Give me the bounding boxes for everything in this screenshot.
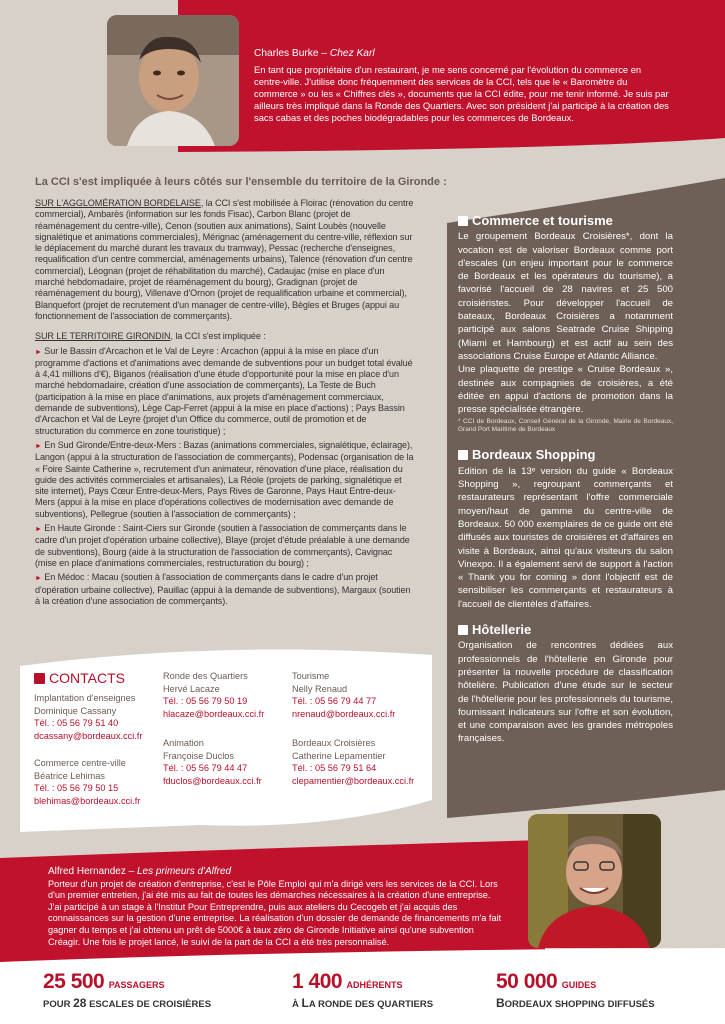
stat-number: 50 000 bbox=[496, 970, 558, 993]
stat-members bbox=[292, 970, 433, 1010]
tourisme-text-2: Une plaquette de prestige « Cruise Bordeaux », destinée aux compagnies de croisières, a été éditée en appui d'actions de promotion dans la presse spécialisée étrangère. bbox=[458, 364, 673, 416]
list-item: ► En Sud Gironde/Entre-deux-Mers : Bazas (animations commerciales, signalétique, éclairage), Langon (appui à la structuration de l'association de commerçants), Podensac (organisation de la « Foire Sainte Catherine », recrutement d'un animateur, rénovation d'une place, réalisation du guide des activités commerciales et artisanales), La Réole (projets de parking, signalétique et site internet), Pays Cœur Entre-deux-Mers, Pays Rives de Garonne, Pays Haut Entre-deux-Mers (appui à la mise en place d'opérations collectives de modernisation avec demande de subventions), Pellegrue (soutien à l'association de commerçants) ; bbox=[35, 439, 414, 519]
contact-card: Implantation d'enseignes Dominique Cassany Tél. : 05 56 79 51 40 dcassany@bordeaux.cci.fr bbox=[34, 693, 143, 741]
phone-number: Tél. : 05 56 79 51 40 bbox=[34, 718, 119, 729]
arrow-icon: ► bbox=[35, 526, 42, 534]
phone-number: Tél. : 05 56 79 51 64 bbox=[292, 763, 377, 774]
agglo-paragraph bbox=[35, 198, 415, 322]
contacts-title: CONTACTS bbox=[34, 670, 125, 686]
stat-passengers bbox=[43, 970, 211, 1010]
phone-number: Tél. : 05 56 79 50 19 bbox=[163, 696, 248, 707]
stat-caption: BORDEAUX SHOPPING DIFFUSÉS bbox=[496, 996, 655, 1010]
list-item: ► En Médoc : Macau (soutien à l'association de commerçants dans le cadre d'un projet d'opération urbaine collective), Pauillac (appui à la demande de subventions), Margaux (soutien à la création d'une association de commerçants). bbox=[35, 572, 411, 606]
phone-number: Tél. : 05 56 79 50 15 bbox=[34, 783, 119, 794]
testimonial-text: Porteur d'un projet de création d'entreprise, c'est le Pôle Emploi qui m'a dirigé vers les services de la CCI. Lors d'un premier entretien, j'ai été mis au fait de toutes les démarches nécessaires à la création d'une entreprise. J'ai participé à un stage à l'Institut Pour Entreprendre, puis aux ateliers du Cecogeb et j'ai acquis des connaissances sur la gestion d'une entreprise. La réalisation d'un dossier de demande de financements m'a fait gagner du temps et j'ai obtenu un prêt de 5000€ à taux zéro de Gironde Initiative ainsi qu'une subvention Créagir. Une fois le projet lancé, le suivi de la part de la CCI a été très personnalisé. bbox=[48, 878, 502, 947]
stat-guides bbox=[496, 970, 655, 1010]
contacts-box bbox=[28, 668, 428, 828]
tourisme-text: Le groupement Bordeaux Croisières*, dont la vocation est de valoriser Bordeaux comme port d'escales (un enjeu important pour le commerce de Bordeaux et les opérateurs du tourisme), a favorisé l'accueil de 28 navires et 25 500 croisiéristes. Pour développer l'accueil de bateaux, Bordeaux Croisières a notamment participé aux salons Seatrade Cruise Shipping (Miami et Hambourg) et est actif au sein des associations Cruise Europe et Atlantic Alliance. bbox=[458, 231, 673, 362]
tourisme-footnote: * CCI de Bordeaux, Conseil Général de la Gironde, Mairie de Bordeaux, Grand Port Maritime de Bordeaux bbox=[458, 418, 673, 434]
contact-card: Bordeaux Croisières Catherine Lepamentier Tél. : 05 56 79 51 64 clepamentier@bordeaux.cci.fr bbox=[292, 738, 415, 786]
square-icon bbox=[458, 625, 468, 635]
contact-card: Commerce centre-ville Béatrice Lehimas Tél. : 05 56 79 50 15 blehimas@bordeaux.cci.fr bbox=[34, 758, 141, 806]
email-link[interactable]: hlacaze@bordeaux.cci.fr bbox=[163, 708, 265, 719]
shopping-text: Edition de la 13ᵉ version du guide « Bordeaux Shopping », regroupant commerçants et restaurateurs représentant l'offre commerciale moyen/haut de gamme du centre-ville de Bordeaux. 50 000 exemplaires de ce guide ont été diffusés aux touristes de croisières et d'affaires en visite à Bordeaux, ainsi qu'aux visiteurs du salon Vinexpo. Il a également servi de support à l'action « Thank you for coming » dont l'objectif est de sensibiliser les commerçants et restaurateurs à l'accueil de clientèles d'affaires. bbox=[458, 465, 673, 610]
square-icon bbox=[458, 216, 468, 226]
bottom-testimonial bbox=[48, 866, 503, 948]
section-heading: La CCI s'est impliquée à leurs côtés sur l'ensemble du territoire de la Gironde : bbox=[35, 176, 447, 188]
email-link[interactable]: fduclos@bordeaux.cci.fr bbox=[163, 775, 262, 786]
girondin-label: SUR LE TERRITOIRE GIRONDIN bbox=[35, 331, 171, 342]
arrow-icon: ► bbox=[35, 348, 42, 356]
contact-card: Ronde des Quartiers Hervé Lacaze Tél. : 05 56 79 50 19 hlacaze@bordeaux.cci.fr bbox=[163, 671, 265, 719]
square-icon bbox=[34, 673, 45, 684]
testimonial-name: Alfred Hernandez – bbox=[48, 866, 137, 877]
email-link[interactable]: blehimas@bordeaux.cci.fr bbox=[34, 795, 141, 806]
hotel-title: Hôtellerie bbox=[458, 623, 673, 636]
contact-card: Tourisme Nelly Renaud Tél. : 05 56 79 44 77 nrenaud@bordeaux.cci.fr bbox=[292, 671, 396, 719]
email-link[interactable]: clepamentier@bordeaux.cci.fr bbox=[292, 775, 415, 786]
email-link[interactable]: nrenaud@bordeaux.cci.fr bbox=[292, 708, 396, 719]
stat-unit: ADHÉRENTS bbox=[346, 980, 403, 990]
testimonial-text: En tant que propriétaire d'un restaurant, je me sens concerné par l'évolution du commerce en centre-ville. J'utilise donc fréquemment des services de la CCI, tels que le « Baromètre du commerce » ou les « Chiffres clés », documents que la CCI édite, pour me tenir informé. Je suis par ailleurs très impliqué dans la Ronde des Quartiers. Avec son président j'ai participé à la création des sacs cabas et des poches biodégradables pour les commerces de Bordeaux. bbox=[254, 64, 669, 123]
arrow-icon: ► bbox=[35, 442, 42, 450]
phone-number: Tél. : 05 56 79 44 47 bbox=[163, 763, 248, 774]
girondin-text: , la CCI s'est impliquée : bbox=[170, 331, 266, 342]
stat-unit: PASSAGERS bbox=[108, 980, 165, 990]
stat-caption: POUR 28 ESCALES DE CROISIÈRES bbox=[43, 996, 212, 1010]
stat-unit: GUIDES bbox=[561, 980, 597, 990]
email-link[interactable]: dcassany@bordeaux.cci.fr bbox=[34, 730, 143, 741]
list-item: ► Sur le Bassin d'Arcachon et le Val de Leyre : Arcachon (appui à la mise en place d'un programme d'actions et d'animations avec demande de subventions pour un budget total évalué à 4,41 millions d'€), Biganos (réalisation d'une étude d'opportunité pour la mise en place d'un marché hebdomadaire, création d'une association de commerçants), La Teste de Buch (participation à la mise en place d'animations, aux projets d'aménagement commerciaux, demande de subventions), Lège Cap-Ferret (appui à la mise en place d'actions) ; Pays Bassin d'Arcachon et Val de Leyre (projet d'un Office du commerce, outil de promotion et de structuration du commerce en zone touristique) ; bbox=[35, 345, 413, 436]
contact-card: Animation Françoise Duclos Tél. : 05 56 79 44 47 fduclos@bordeaux.cci.fr bbox=[163, 738, 262, 786]
phone-number: Tél. : 05 56 79 44 77 bbox=[292, 696, 377, 707]
stat-number: 1 400 bbox=[292, 970, 343, 993]
top-testimonial bbox=[254, 48, 669, 124]
testimonial-place: Chez Karl bbox=[329, 48, 375, 59]
arrow-icon: ► bbox=[35, 575, 42, 583]
tourisme-title: Commerce et tourisme bbox=[458, 214, 673, 227]
agglo-text: , la CCI s'est mobilisée à Floirac (rénovation du centre commercial), Ambarès (information sur les fonds Fisac), Carbon Blanc (projet de réaménagement du centre-ville), Cenon (soutien aux animations), Saint Loubès (nouvelle signalétique et animations commerciales), Mérignac (aménagement du centre-ville, réflexion sur le déplacement du marché durant les travaux du tramway), Pessac (recherche d'enseignes, requalification d'un centre commercial, aménagements urbains), Talence (rénovation d'un centre commercial), Léognan (projet de réhabilitation du marché), Cadaujac (mise en place d'un marché hebdomadaire, projet de réaménagement du bourg), Gradignan (projet de réaménagement du bourg), Villenave d'Ornon (projet de requalification urbaine et commercial), Blanquefort (projet de recrutement d'un manager de centre-ville), Bègles et Bruges (appui au fonctionnement de l'association de commerçants). bbox=[35, 198, 414, 321]
girondin-intro bbox=[35, 331, 415, 342]
stat-number: 25 500 bbox=[43, 970, 105, 993]
list-item: ► En Haute Gironde : Saint-Ciers sur Gironde (soutien à l'association de commerçants dans le cadre d'un projet d'opération urbaine collective), Blaye (projet d'étude préalable à une demande de subventions), Bourg (aide à la structuration de l'association de commerçants), Cavignac (mise en place d'animations commerciales, restructuration du bourg) ; bbox=[35, 523, 410, 568]
right-panel bbox=[458, 214, 673, 746]
charles-burke-photo bbox=[107, 15, 239, 146]
hotel-text: Organisation de rencontres dédiées aux professionnels de l'hôtellerie en Gironde pour présenter la nouvelle procédure de classification hôtelière. Publication d'une étude sur le secteur de l'hôtellerie pour les professionnels du tourisme, fournissant indicateurs sur l'offre et son évolution, et une comparaison avec les grandes métropoles françaises. bbox=[458, 640, 673, 745]
shopping-title: Bordeaux Shopping bbox=[458, 448, 673, 461]
alfred-hernandez-photo bbox=[528, 814, 661, 948]
agglo-label: SUR L'AGGLOMÉRATION BORDELAISE bbox=[35, 198, 201, 208]
stat-caption: À LA RONDE DES QUARTIERS bbox=[292, 996, 434, 1010]
square-icon bbox=[458, 450, 468, 460]
testimonial-place: Les primeurs d'Alfred bbox=[136, 866, 232, 877]
testimonial-name: Charles Burke – bbox=[254, 48, 330, 59]
territory-description bbox=[35, 198, 415, 610]
